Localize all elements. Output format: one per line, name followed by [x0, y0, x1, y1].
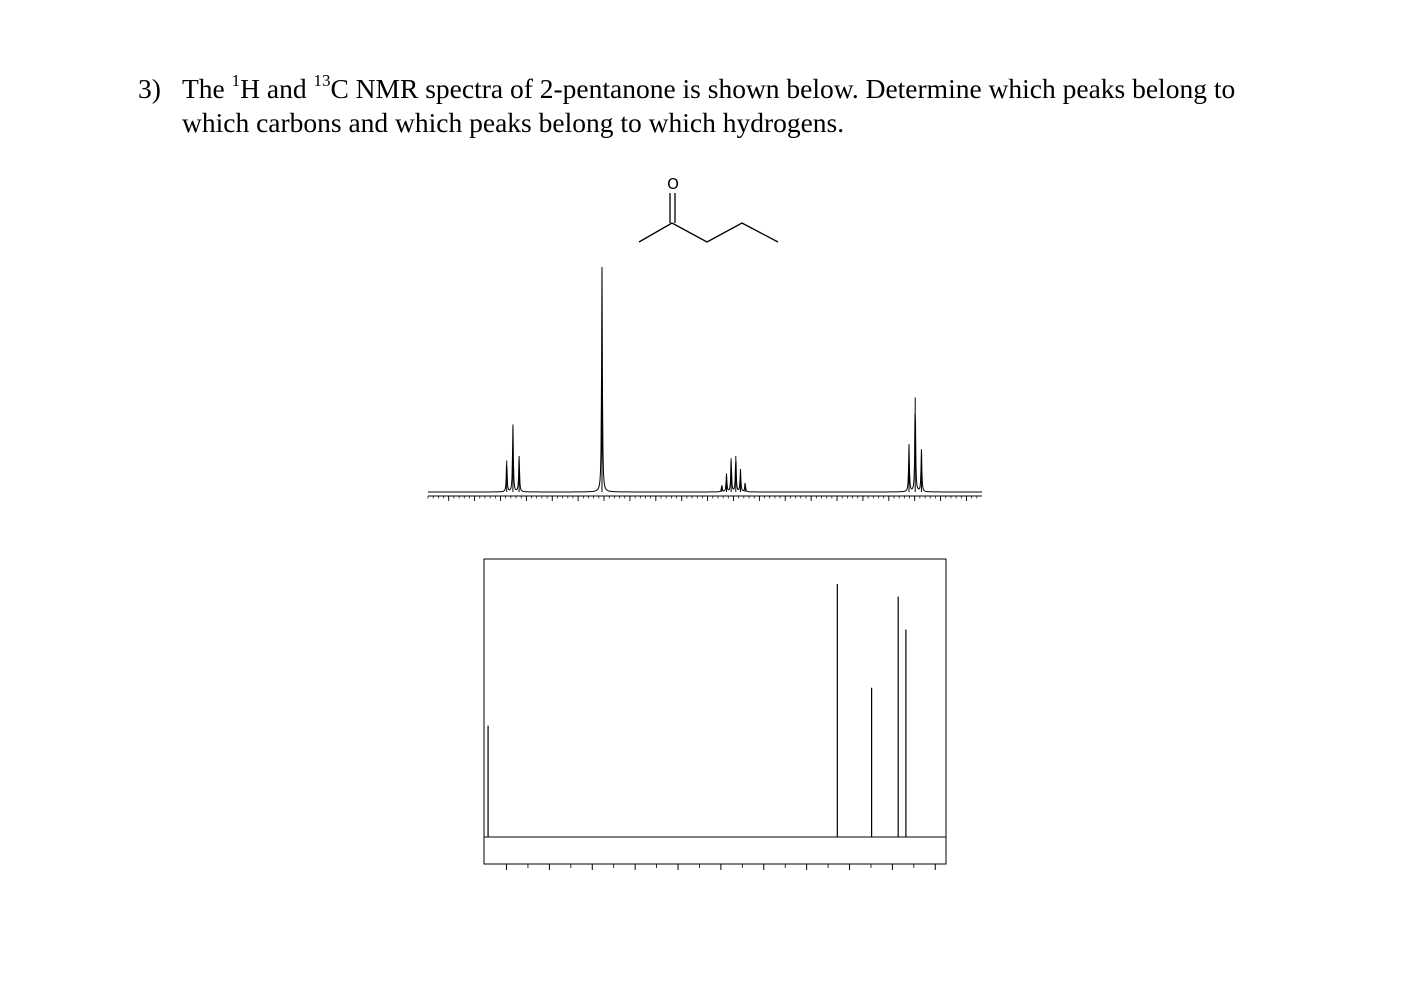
question-text-part: C NMR spectra of 2-pentanone is shown below. Determine which peaks belong to [330, 73, 1236, 104]
question-line-2: which carbons and which peaks belong to which hydrogens. [182, 107, 845, 138]
oxygen-atom-label: O [667, 175, 679, 193]
question-text-part: H and [240, 73, 314, 104]
c13-nmr-plot-frame [484, 559, 946, 864]
question-number: 3) [138, 73, 161, 104]
superscript-1: 1 [231, 70, 241, 90]
question-text-part: The [182, 73, 232, 104]
superscript-13: 13 [313, 70, 331, 90]
